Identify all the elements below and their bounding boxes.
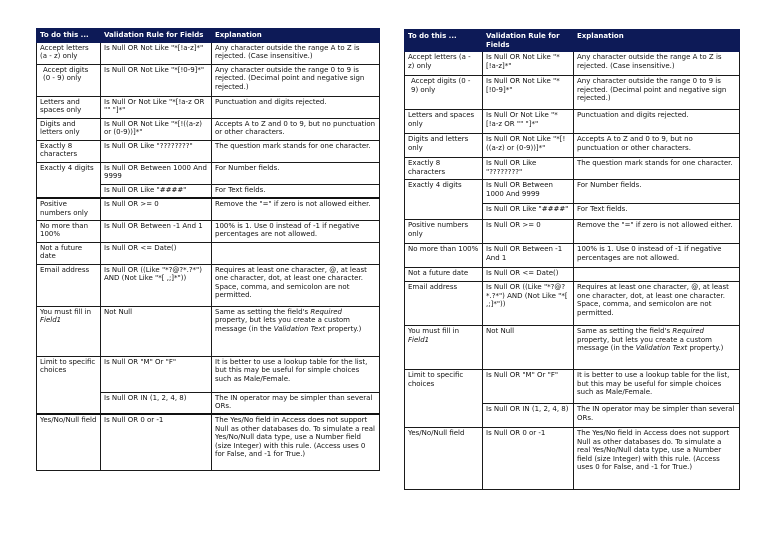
cell-explanation: Requires at least one character, @, at least one character, dot, at least one character. Space, comma, and semicolon are not permitted. [212, 264, 380, 306]
cell-explanation: 100% is 1. Use 0 instead of -1 if negative percentages are not allowed. [574, 244, 740, 268]
table-row [37, 198, 380, 220]
table-row [37, 414, 380, 470]
table-row [405, 52, 740, 76]
table-row [37, 356, 380, 392]
table-header-row [37, 29, 380, 43]
cell-explanation: Any character outside the range A to Z is rejected. (Case insensitive.) [212, 42, 380, 64]
task-text: You must fill in [408, 327, 460, 336]
cell-rule: Is Null OR Like "####" [483, 204, 574, 220]
cell-task: Positive numbers only [405, 220, 483, 244]
header-task: To do this ... [37, 29, 101, 43]
cell-explanation: Any character outside the range A to Z is rejected. (Case insensitive.) [574, 52, 740, 76]
cell-rule: Is Null OR <= Date() [483, 268, 574, 282]
cell-task: Accept digits (0 - 9) only [405, 76, 483, 110]
cell-rule: Is Null OR "M" Or "F" [101, 356, 212, 392]
cell-rule: Is Null OR Not Like "*[!a-z]*" [483, 52, 574, 76]
cell-rule: Is Null OR 0 or -1 [483, 428, 574, 490]
cell-task: Accept letters (a - z) only [37, 42, 101, 64]
cell-rule: Is Null OR Not Like "*[!a-z]*" [101, 42, 212, 64]
cell-task: Letters and spaces only [37, 96, 101, 118]
cell-explanation: The IN operator may be simpler than several ORs. [574, 404, 740, 428]
table-row [405, 244, 740, 268]
validation-table-right [404, 29, 740, 490]
cell-task: No more than 100% [405, 244, 483, 268]
cell-task: Email address [405, 282, 483, 326]
cell-task: Letters and spaces only [405, 110, 483, 134]
cell-explanation: Punctuation and digits rejected. [574, 110, 740, 134]
cell-explanation: Remove the "=" if zero is not allowed either. [212, 198, 380, 220]
exp-text-post: property.) [325, 324, 362, 333]
task-field-name: Field1 [408, 335, 430, 344]
cell-explanation: For Text fields. [212, 184, 380, 198]
table-row [37, 140, 380, 162]
cell-rule: Is Null OR ((Like "*?@?*.?*") AND (Not Like "*[ ,;]*")) [483, 282, 574, 326]
table-row [405, 110, 740, 134]
cell-explanation: Any character outside the range 0 to 9 is rejected. (Decimal point and negative sign rejected.) [574, 76, 740, 110]
cell-explanation [574, 268, 740, 282]
table-header-row [405, 30, 740, 52]
header-task: To do this ... [405, 30, 483, 52]
validation-table-left [36, 28, 380, 471]
cell-explanation: Requires at least one character, @, at least one character, dot, at least one character. Space, comma, and semicolon are not permitted. [574, 282, 740, 326]
cell-task: Digits and letters only [37, 118, 101, 140]
cell-explanation: The Yes/No field in Access does not support Null as other databases do. To simulate a real Yes/No/Null data type, use a Number field (size Integer) with this rule. (Access uses 0 for False, and -1 for True.) [212, 414, 380, 470]
cell-explanation: For Number fields. [574, 180, 740, 204]
header-rule: Validation Rule for Fields [483, 30, 574, 52]
cell-task: Limit to specific choices [37, 356, 101, 414]
cell-explanation: The question mark stands for one character. [212, 140, 380, 162]
cell-explanation: For Text fields. [574, 204, 740, 220]
cell-task: Yes/No/Null field [37, 414, 101, 470]
exp-required: Required [672, 327, 704, 336]
table-row [37, 306, 380, 356]
cell-task: Not a future date [37, 242, 101, 264]
cell-rule: Is Null OR >= 0 [483, 220, 574, 244]
cell-task: Not a future date [405, 268, 483, 282]
cell-task: Limit to specific choices [405, 370, 483, 428]
table-row [405, 158, 740, 180]
cell-rule: Is Null OR Between -1 And 1 [483, 244, 574, 268]
cell-rule: Is Null OR Not Like "*[!((a-z) or (0-9))]*" [483, 134, 574, 158]
cell-explanation: Any character outside the range 0 to 9 is rejected. (Decimal point and negative sign rejected.) [212, 64, 380, 96]
table-row [405, 326, 740, 370]
cell-rule: Is Null OR Like "????????" [101, 140, 212, 162]
cell-task [405, 326, 483, 370]
cell-task: Accept letters (a - z) only [405, 52, 483, 76]
cell-rule: Is Null OR IN (1, 2, 4, 8) [101, 392, 212, 414]
cell-rule: Is Null OR 0 or -1 [101, 414, 212, 470]
table-row [37, 64, 380, 96]
cell-rule: Is Null OR Between -1 And 1 [101, 220, 212, 242]
cell-rule: Is Null Or Not Like "*[!a-z OR "" "]*" [483, 110, 574, 134]
cell-task: Email address [37, 264, 101, 306]
table-row [37, 264, 380, 306]
cell-explanation: The Yes/No field in Access does not support Null as other databases do. To simulate a real Yes/No/Null data type, use a Number field (size Integer) with this rule. (Access uses 0 for False, and -1 for True.) [574, 428, 740, 490]
table-row [405, 180, 740, 204]
table-row [37, 242, 380, 264]
cell-rule: Is Null Or Not Like "*[!a-z OR "" "]*" [101, 96, 212, 118]
exp-text: Same as setting the field's [215, 307, 311, 316]
cell-task: Exactly 8 characters [37, 140, 101, 162]
header-explanation: Explanation [574, 30, 740, 52]
cell-rule: Is Null OR Not Like "*[!((a-z) or (0-9))]*" [101, 118, 212, 140]
cell-rule: Is Null OR IN (1, 2, 4, 8) [483, 404, 574, 428]
exp-validation-text: Validation Text [635, 344, 688, 353]
cell-task: Positive numbers only [37, 198, 101, 220]
cell-task: Digits and letters only [405, 134, 483, 158]
cell-explanation [212, 306, 380, 356]
cell-explanation [574, 326, 740, 370]
cell-rule: Is Null OR Like "####" [101, 184, 212, 198]
cell-rule: Is Null OR Not Like "*[!0-9]*" [483, 76, 574, 110]
cell-explanation: It is better to use a lookup table for the list, but this may be useful for simple choices such as Male/Female. [212, 356, 380, 392]
exp-validation-text: Validation Text [273, 324, 326, 333]
cell-task [37, 306, 101, 356]
cell-rule: Is Null OR "M" Or "F" [483, 370, 574, 404]
table-row [37, 42, 380, 64]
exp-text-mid: property, but lets you create a custom message (in the [215, 316, 350, 333]
table-row [405, 134, 740, 158]
table-row [405, 76, 740, 110]
cell-rule: Is Null OR Between 1000 And 9999 [101, 162, 212, 184]
table-row [37, 220, 380, 242]
cell-explanation: Punctuation and digits rejected. [212, 96, 380, 118]
header-rule: Validation Rule for Fields [101, 29, 212, 43]
cell-task: Accept digits (0 - 9) only [37, 64, 101, 96]
cell-explanation: The IN operator may be simpler than several ORs. [212, 392, 380, 414]
table-row [405, 268, 740, 282]
exp-text: Same as setting the field's [577, 327, 673, 336]
exp-required: Required [310, 307, 342, 316]
cell-explanation: Accepts A to Z and 0 to 9, but no punctuation or other characters. [574, 134, 740, 158]
cell-rule: Is Null OR Like "????????" [483, 158, 574, 180]
cell-rule: Is Null OR >= 0 [101, 198, 212, 220]
cell-explanation: Accepts A to Z and 0 to 9, but no punctuation or other characters. [212, 118, 380, 140]
table-row [37, 96, 380, 118]
task-field-name: Field1 [40, 316, 62, 325]
task-text: You must fill in [40, 307, 92, 316]
table-row [37, 162, 380, 184]
cell-explanation: It is better to use a lookup table for the list, but this may be useful for simple choices such as Male/Female. [574, 370, 740, 404]
exp-text-mid: property, but lets you create a custom message (in the [577, 335, 712, 353]
header-explanation: Explanation [212, 29, 380, 43]
cell-rule: Not Null [483, 326, 574, 370]
cell-rule: Is Null OR <= Date() [101, 242, 212, 264]
cell-task: Exactly 4 digits [37, 162, 101, 198]
cell-explanation [212, 242, 380, 264]
cell-rule: Is Null OR Not Like "*[!0-9]*" [101, 64, 212, 96]
cell-explanation: The question mark stands for one character. [574, 158, 740, 180]
cell-task: Exactly 8 characters [405, 158, 483, 180]
cell-explanation: For Number fields. [212, 162, 380, 184]
table-row [405, 282, 740, 326]
exp-text-post: property.) [687, 344, 724, 353]
table-row [405, 428, 740, 490]
table-row [405, 220, 740, 244]
cell-explanation: Remove the "=" if zero is not allowed either. [574, 220, 740, 244]
cell-rule: Not Null [101, 306, 212, 356]
table-row [37, 118, 380, 140]
cell-explanation: 100% is 1. Use 0 instead of -1 if negative percentages are not allowed. [212, 220, 380, 242]
cell-rule: Is Null OR Between 1000 And 9999 [483, 180, 574, 204]
cell-task: No more than 100% [37, 220, 101, 242]
cell-task: Yes/No/Null field [405, 428, 483, 490]
cell-task: Exactly 4 digits [405, 180, 483, 220]
cell-rule: Is Null OR ((Like "*?@?*.?*") AND (Not Like "*[ ,;]*")) [101, 264, 212, 306]
table-row [405, 370, 740, 404]
